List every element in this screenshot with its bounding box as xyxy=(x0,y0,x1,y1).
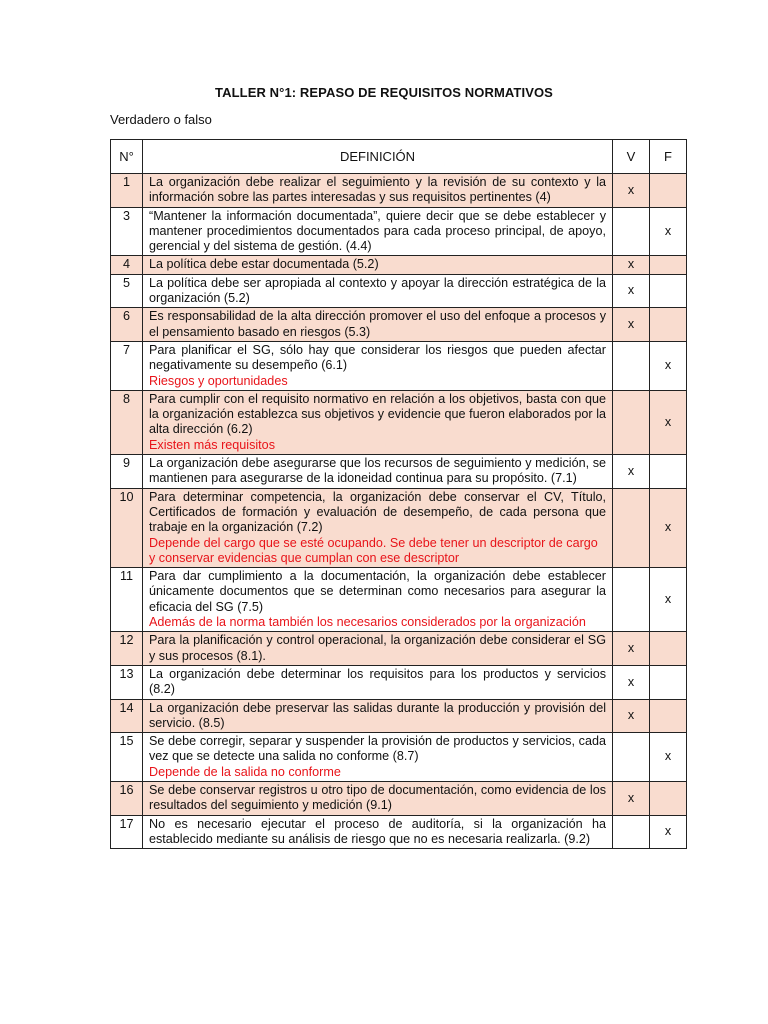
table-row xyxy=(111,488,687,567)
definition-text: La política debe estar documentada (5.2) xyxy=(149,257,379,272)
correction-note: Existen más requisitos xyxy=(149,437,275,452)
table-row xyxy=(111,781,687,815)
row-definition xyxy=(143,174,613,208)
table-body xyxy=(111,174,687,849)
row-definition xyxy=(143,256,613,274)
definition-text: Para determinar competencia, la organización debe conservar el CV, Título, Certificados de formación y evaluación de desempeño, de cada persona que trabaje en la organización (7.2) xyxy=(149,489,606,535)
definition-text: Se debe conservar registros u otro tipo de documentación, como evidencia de los resultados del seguimiento y medición (9.1) xyxy=(149,782,606,813)
false-mark xyxy=(650,781,687,815)
true-mark xyxy=(613,568,650,632)
definition-text: “Mantener la información documentada”, quiere decir que se debe establecer y mantener procedimientos documentados para cada proceso principal, de apoyo, gerencial y del sistema de gestión. (4.4) xyxy=(149,208,606,254)
false-mark xyxy=(650,274,687,308)
row-number: 15 xyxy=(111,733,143,782)
definition-text: La política debe ser apropiada al contexto y apoyar la dirección estratégica de la organización (5.2) xyxy=(149,275,606,306)
false-mark: x xyxy=(650,815,687,849)
table-row xyxy=(111,733,687,782)
definition-text: La organización debe asegurarse que los recursos de seguimiento y medición, se mantienen para asegurarse de la idoneidad continua para su propósito. (7.1) xyxy=(149,456,606,486)
row-definition xyxy=(143,341,613,390)
row-number: 6 xyxy=(111,308,143,342)
table-row xyxy=(111,815,687,849)
table-row xyxy=(111,207,687,256)
row-number: 17 xyxy=(111,815,143,849)
table-row xyxy=(111,174,687,208)
correction-note: Además de la norma también los necesarios considerados por la organización xyxy=(149,615,586,630)
false-mark xyxy=(650,455,687,489)
row-definition xyxy=(143,632,613,666)
header-definition: DEFINICIÓN xyxy=(143,140,613,174)
true-mark xyxy=(613,207,650,256)
true-mark xyxy=(613,390,650,454)
row-definition xyxy=(143,455,613,489)
row-definition xyxy=(143,274,613,308)
row-number: 7 xyxy=(111,341,143,390)
page-title: TALLER N°1: REPASO DE REQUISITOS NORMATIVOS xyxy=(215,85,553,100)
table-row xyxy=(111,455,687,489)
row-definition xyxy=(143,699,613,733)
false-mark: x xyxy=(650,733,687,782)
false-mark: x xyxy=(650,207,687,256)
false-mark xyxy=(650,699,687,733)
row-definition xyxy=(143,781,613,815)
true-mark xyxy=(613,733,650,782)
table-row xyxy=(111,699,687,733)
definition-text: La organización debe determinar los requisitos para los productos y servicios (8.2) xyxy=(149,666,606,697)
row-number: 8 xyxy=(111,390,143,454)
row-definition xyxy=(143,815,613,849)
table-row xyxy=(111,308,687,342)
table-row xyxy=(111,632,687,666)
row-number: 3 xyxy=(111,207,143,256)
row-definition xyxy=(143,568,613,632)
table-row xyxy=(111,390,687,454)
definition-text: La organización debe realizar el seguimiento y la revisión de su contexto y la información sobre las partes interesadas y sus requisitos pertinentes (4) xyxy=(149,175,606,205)
false-mark xyxy=(650,174,687,208)
definition-text: No es necesario ejecutar el proceso de auditoría, si la organización ha establecido mediante su análisis de riesgo que no es necesaria realizarla. (9.2) xyxy=(149,816,606,846)
true-mark xyxy=(613,488,650,567)
row-number: 11 xyxy=(111,568,143,632)
false-mark xyxy=(650,308,687,342)
table-header-row xyxy=(111,140,687,174)
definition-text: La organización debe preservar las salidas durante la producción y provisión del servicio. (8.5) xyxy=(149,700,606,730)
false-mark: x xyxy=(650,488,687,567)
row-definition xyxy=(143,207,613,256)
false-mark: x xyxy=(650,390,687,454)
row-number: 10 xyxy=(111,488,143,567)
true-mark: x xyxy=(613,632,650,666)
row-definition xyxy=(143,488,613,567)
true-mark: x xyxy=(613,308,650,342)
true-mark: x xyxy=(613,256,650,274)
row-number: 1 xyxy=(111,174,143,208)
row-number: 14 xyxy=(111,699,143,733)
row-definition xyxy=(143,390,613,454)
true-mark xyxy=(613,815,650,849)
table-row xyxy=(111,274,687,308)
requirements-table xyxy=(110,139,687,849)
true-mark: x xyxy=(613,781,650,815)
row-number: 16 xyxy=(111,781,143,815)
false-mark: x xyxy=(650,341,687,390)
row-definition xyxy=(143,665,613,699)
header-false: F xyxy=(650,140,687,174)
header-number: N° xyxy=(111,140,143,174)
correction-note: Riesgos y oportunidades xyxy=(149,373,288,388)
row-number: 13 xyxy=(111,665,143,699)
definition-text: Es responsabilidad de la alta dirección promover el uso del enfoque a procesos y el pensamiento basado en riesgos (5.3) xyxy=(149,309,606,339)
row-definition xyxy=(143,733,613,782)
row-number: 12 xyxy=(111,632,143,666)
definition-text: Para la planificación y control operacional, la organización debe considerar el SG y sus procesos (8.1). xyxy=(149,633,606,663)
definition-text: Se debe corregir, separar y suspender la provisión de productos y servicios, cada vez que se detecte una salida no conforme (8.7) xyxy=(149,734,606,764)
definition-text: Para dar cumplimiento a la documentación, la organización debe establecer únicamente documentos que se determinan como necesarios para asegurar la eficacia del SG (7.5) xyxy=(149,569,606,614)
row-number: 9 xyxy=(111,455,143,489)
table-row xyxy=(111,568,687,632)
true-mark: x xyxy=(613,699,650,733)
table-row xyxy=(111,256,687,274)
false-mark xyxy=(650,665,687,699)
true-mark: x xyxy=(613,455,650,489)
header-true: V xyxy=(613,140,650,174)
row-number: 4 xyxy=(111,256,143,274)
false-mark xyxy=(650,256,687,274)
row-number: 5 xyxy=(111,274,143,308)
correction-note: Depende del cargo que se esté ocupando. Se debe tener un descriptor de cargo y conservar evidencias que cumplan con ese descriptor xyxy=(149,535,598,565)
definition-text: Para planificar el SG, sólo hay que considerar los riesgos que pueden afectar negativamente su desempeño (6.1) xyxy=(149,342,606,373)
correction-note: Depende de la salida no conforme xyxy=(149,764,341,779)
true-mark: x xyxy=(613,174,650,208)
row-definition xyxy=(143,308,613,342)
definition-text: Para cumplir con el requisito normativo en relación a los objetivos, basta con que la organización establezca sus objetivos y evidencie que fueron elaborados por la alta dirección (6.2) xyxy=(149,391,606,437)
table-row xyxy=(111,341,687,390)
true-mark: x xyxy=(613,665,650,699)
page-subtitle: Verdadero o falso xyxy=(110,112,212,127)
false-mark: x xyxy=(650,568,687,632)
false-mark xyxy=(650,632,687,666)
table-row xyxy=(111,665,687,699)
true-mark: x xyxy=(613,274,650,308)
true-mark xyxy=(613,341,650,390)
